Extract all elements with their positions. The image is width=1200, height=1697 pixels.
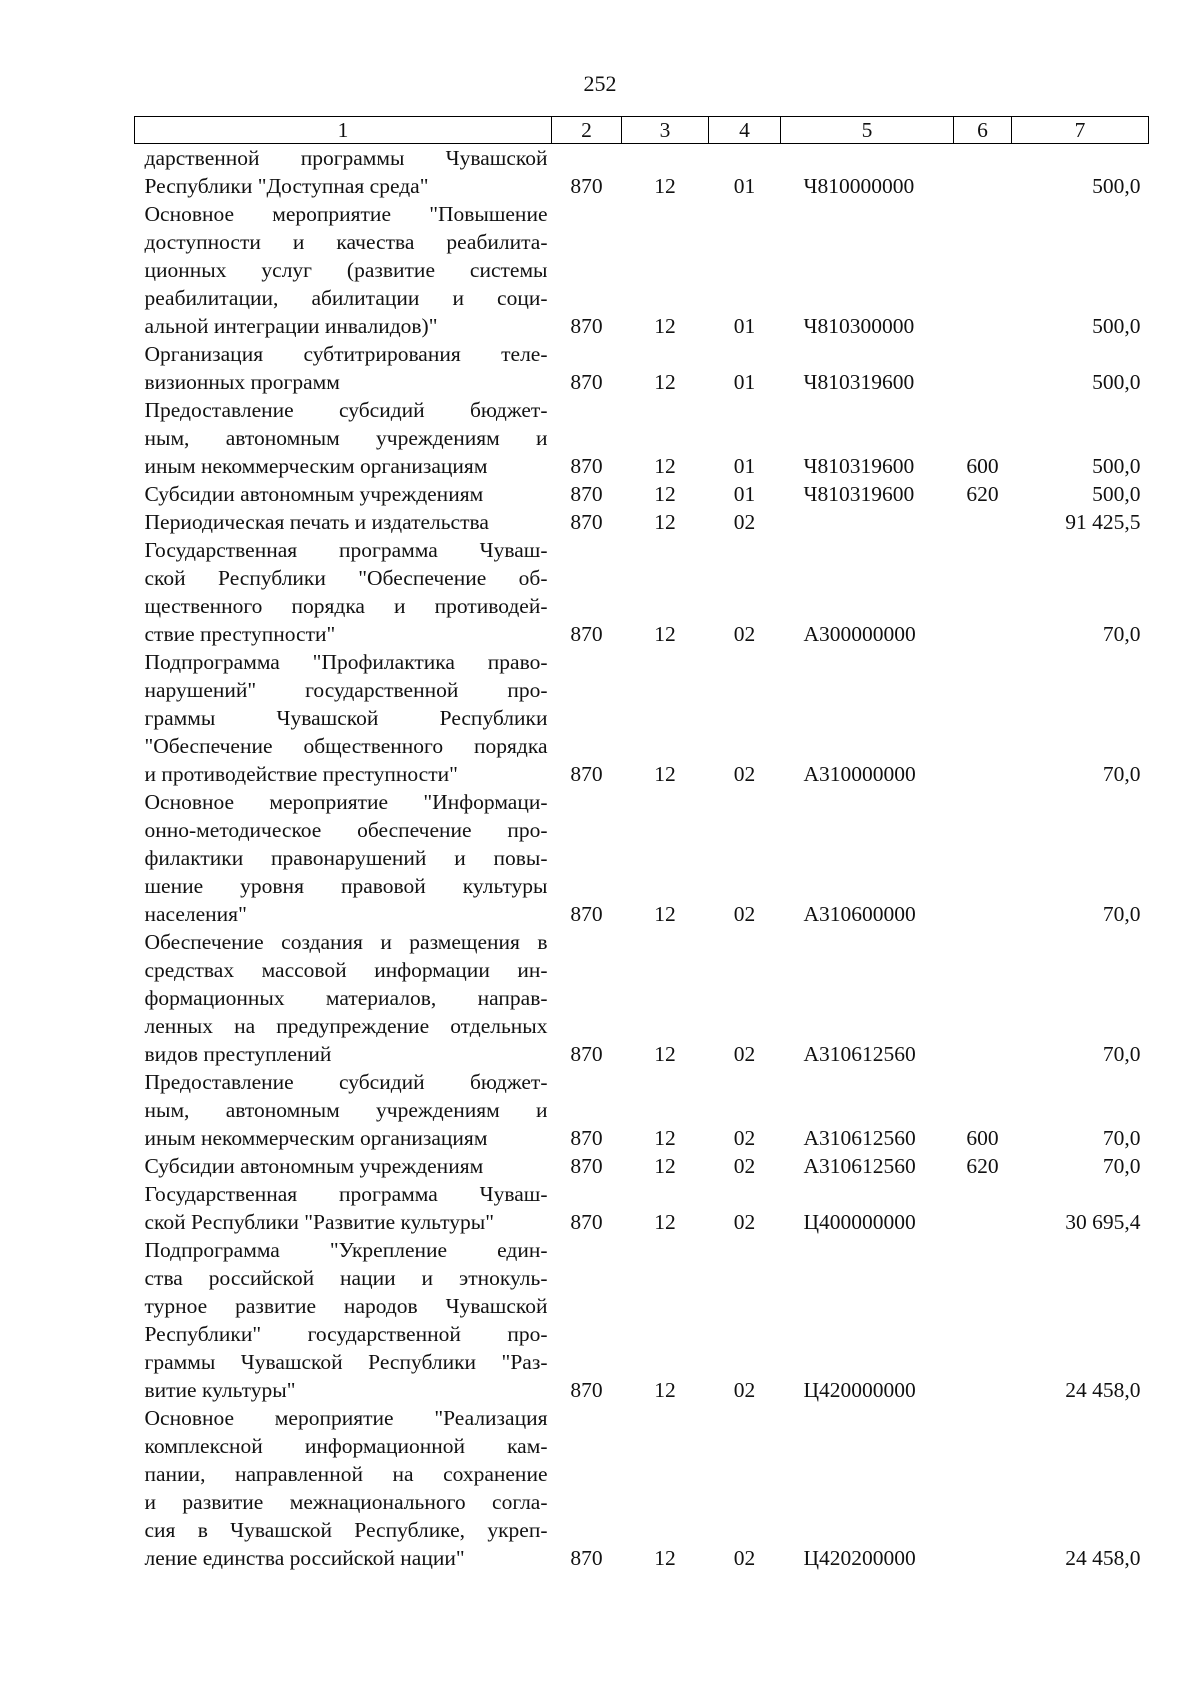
row-name-line: нарушений" государственной про- bbox=[144, 678, 548, 702]
row-name bbox=[135, 536, 552, 648]
ministry-code: 870 bbox=[570, 314, 603, 338]
target-article-code: А310612560 bbox=[803, 1042, 916, 1066]
row-name-line: граммы Чувашской Республики bbox=[144, 706, 548, 730]
row-name-line: видов преступлений bbox=[144, 1042, 332, 1066]
row-name bbox=[135, 200, 552, 340]
expense-type-code bbox=[954, 536, 1012, 648]
subsection-code: 02 bbox=[733, 902, 756, 926]
ministry-code: 870 bbox=[570, 1042, 603, 1066]
row-name-line: Основное мероприятие "Реализация bbox=[144, 1406, 548, 1430]
amount: 70,0 bbox=[1102, 622, 1141, 646]
row-name-line: онно-методическое обеспечение про- bbox=[144, 818, 548, 842]
column-header-3: 3 bbox=[622, 117, 709, 144]
row-name-line: дарственной программы Чувашской bbox=[144, 146, 548, 170]
row-name-line: ционных услуг (развитие системы bbox=[144, 258, 548, 282]
target-article-code: А310000000 bbox=[803, 762, 916, 786]
row-name-line: ным, автономным учреждениям и bbox=[144, 1098, 548, 1122]
column-header-2: 2 bbox=[552, 117, 622, 144]
row-name-line: комплексной информационной кам- bbox=[144, 1434, 548, 1458]
subsection-code: 01 bbox=[733, 314, 756, 338]
table-row bbox=[135, 480, 1149, 508]
subsection-code: 02 bbox=[733, 1210, 756, 1234]
amount: 500,0 bbox=[1092, 482, 1141, 506]
row-name bbox=[135, 1404, 552, 1572]
expense-type-code bbox=[954, 508, 1012, 536]
amount: 500,0 bbox=[1092, 174, 1141, 198]
expense-type-code: 600 bbox=[966, 454, 999, 478]
amount: 70,0 bbox=[1102, 902, 1141, 926]
table-row bbox=[135, 200, 1149, 340]
row-name-line: граммы Чувашской Республики "Раз- bbox=[144, 1350, 548, 1374]
row-name-line: ской Республики "Развитие культуры" bbox=[144, 1210, 495, 1234]
expense-type-code bbox=[954, 928, 1012, 1068]
amount: 500,0 bbox=[1092, 314, 1141, 338]
section-code: 12 bbox=[654, 1154, 676, 1178]
row-name-line: ление единства российской нации" bbox=[144, 1546, 465, 1570]
ministry-code: 870 bbox=[570, 510, 603, 534]
subsection-code: 02 bbox=[733, 622, 756, 646]
row-name-line: пании, направленной на сохранение bbox=[144, 1462, 548, 1486]
target-article-code: Ч810300000 bbox=[803, 314, 915, 338]
subsection-code: 01 bbox=[733, 174, 756, 198]
section-code: 12 bbox=[654, 622, 676, 646]
row-name-line: Субсидии автономным учреждениям bbox=[144, 1154, 484, 1178]
amount: 70,0 bbox=[1102, 1154, 1141, 1178]
row-name-line: Республики" государственной про- bbox=[144, 1322, 548, 1346]
row-name-line: и противодействие преступности" bbox=[144, 762, 458, 786]
expense-type-code bbox=[954, 1236, 1012, 1404]
expense-type-code bbox=[954, 340, 1012, 396]
row-name-line: Основное мероприятие "Информаци- bbox=[144, 790, 548, 814]
table-row bbox=[135, 508, 1149, 536]
table-row bbox=[135, 1068, 1149, 1152]
amount: 24 458,0 bbox=[1065, 1378, 1141, 1402]
page-number: 252 bbox=[583, 71, 617, 96]
table-header bbox=[135, 117, 1149, 144]
target-article-code bbox=[781, 508, 954, 536]
row-name-line: Предоставление субсидий бюджет- bbox=[144, 1070, 548, 1094]
row-name-line: и развитие межнационального согла- bbox=[144, 1490, 548, 1514]
expense-type-code: 620 bbox=[966, 1154, 999, 1178]
column-header-7: 7 bbox=[1012, 117, 1149, 144]
column-header-1: 1 bbox=[135, 117, 552, 144]
row-name-line: Организация субтитрирования теле- bbox=[144, 342, 548, 366]
subsection-code: 01 bbox=[733, 454, 756, 478]
ministry-code: 870 bbox=[570, 902, 603, 926]
expense-type-code: 600 bbox=[966, 1126, 999, 1150]
section-code: 12 bbox=[654, 482, 676, 506]
section-code: 12 bbox=[654, 1546, 676, 1570]
section-code: 12 bbox=[654, 1126, 676, 1150]
subsection-code: 02 bbox=[733, 1042, 756, 1066]
amount: 24 458,0 bbox=[1065, 1546, 1141, 1570]
row-name-line: Подпрограмма "Профилактика право- bbox=[144, 650, 548, 674]
row-name-line: формационных материалов, направ- bbox=[144, 986, 548, 1010]
section-code: 12 bbox=[654, 1042, 676, 1066]
row-name-line: сия в Чувашской Республике, укреп- bbox=[144, 1518, 548, 1542]
subsection-code: 02 bbox=[733, 762, 756, 786]
row-name bbox=[135, 648, 552, 788]
row-name bbox=[135, 1068, 552, 1152]
target-article-code: Ц420000000 bbox=[803, 1378, 916, 1402]
row-name bbox=[135, 340, 552, 396]
amount: 500,0 bbox=[1092, 370, 1141, 394]
row-name-line: филактики правонарушений и повы- bbox=[144, 846, 548, 870]
row-name-line: Подпрограмма "Укрепление един- bbox=[144, 1238, 548, 1262]
row-name-line: "Обеспечение общественного порядка bbox=[144, 734, 548, 758]
amount: 70,0 bbox=[1102, 1042, 1141, 1066]
amount: 70,0 bbox=[1102, 762, 1141, 786]
target-article-code: Ц420200000 bbox=[803, 1546, 916, 1570]
row-name-line: реабилитации, абилитации и соци- bbox=[144, 286, 548, 310]
table-row bbox=[135, 788, 1149, 928]
amount: 70,0 bbox=[1102, 1126, 1141, 1150]
row-name-line: населения" bbox=[144, 902, 247, 926]
ministry-code: 870 bbox=[570, 762, 603, 786]
expense-type-code bbox=[954, 200, 1012, 340]
row-name-line: Субсидии автономным учреждениям bbox=[144, 482, 484, 506]
row-name-line: Государственная программа Чуваш- bbox=[144, 1182, 548, 1206]
expense-type-code: 620 bbox=[966, 482, 999, 506]
budget-table bbox=[134, 116, 1149, 1572]
table-row bbox=[135, 1404, 1149, 1572]
target-article-code: А310600000 bbox=[803, 902, 916, 926]
table-row bbox=[135, 1180, 1149, 1236]
row-name-line: шение уровня правовой культуры bbox=[144, 874, 548, 898]
amount: 30 695,4 bbox=[1065, 1210, 1141, 1234]
row-name-line: щественного порядка и противодей- bbox=[144, 594, 548, 618]
row-name-line: Предоставление субсидий бюджет- bbox=[144, 398, 548, 422]
row-name-line: Обеспечение создания и размещения в bbox=[144, 930, 548, 954]
row-name bbox=[135, 788, 552, 928]
row-name bbox=[135, 1180, 552, 1236]
subsection-code: 02 bbox=[733, 1126, 756, 1150]
ministry-code: 870 bbox=[570, 622, 603, 646]
row-name-line: Основное мероприятие "Повышение bbox=[144, 202, 548, 226]
table-row bbox=[135, 928, 1149, 1068]
ministry-code: 870 bbox=[570, 370, 603, 394]
target-article-code: А310612560 bbox=[803, 1126, 916, 1150]
target-article-code: Ч810319600 bbox=[803, 482, 915, 506]
table-row bbox=[135, 340, 1149, 396]
ministry-code: 870 bbox=[570, 174, 603, 198]
table-row bbox=[135, 1152, 1149, 1180]
subsection-code: 02 bbox=[733, 1546, 756, 1570]
row-name-line: турное развитие народов Чувашской bbox=[144, 1294, 548, 1318]
subsection-code: 02 bbox=[733, 510, 756, 534]
target-article-code: Ч810319600 bbox=[803, 454, 915, 478]
row-name bbox=[135, 928, 552, 1068]
target-article-code: А310612560 bbox=[803, 1154, 916, 1178]
ministry-code: 870 bbox=[570, 454, 603, 478]
subsection-code: 02 bbox=[733, 1154, 756, 1178]
subsection-code: 01 bbox=[733, 482, 756, 506]
row-name-line: Государственная программа Чуваш- bbox=[144, 538, 548, 562]
row-name-line: Периодическая печать и издательства bbox=[144, 510, 489, 534]
ministry-code: 870 bbox=[570, 1154, 603, 1178]
column-header-4: 4 bbox=[709, 117, 781, 144]
row-name bbox=[135, 508, 552, 536]
row-name-line: ным, автономным учреждениям и bbox=[144, 426, 548, 450]
ministry-code: 870 bbox=[570, 1378, 603, 1402]
table-row bbox=[135, 648, 1149, 788]
row-name-line: иным некоммерческим организациям bbox=[144, 1126, 488, 1150]
amount: 91 425,5 bbox=[1065, 510, 1141, 534]
expense-type-code bbox=[954, 788, 1012, 928]
table-row bbox=[135, 396, 1149, 480]
expense-type-code bbox=[954, 1404, 1012, 1572]
row-name-line: средствах массовой информации ин- bbox=[144, 958, 548, 982]
row-name-line: ленных на предупреждение отдельных bbox=[144, 1014, 548, 1038]
expense-type-code bbox=[954, 1180, 1012, 1236]
target-article-code: Ч810319600 bbox=[803, 370, 915, 394]
section-code: 12 bbox=[654, 370, 676, 394]
row-name-line: визионных программ bbox=[144, 370, 340, 394]
row-name bbox=[135, 1152, 552, 1180]
ministry-code: 870 bbox=[570, 1210, 603, 1234]
row-name bbox=[135, 396, 552, 480]
section-code: 12 bbox=[654, 314, 676, 338]
expense-type-code bbox=[954, 144, 1012, 201]
row-name-line: альной интеграции инвалидов)" bbox=[144, 314, 438, 338]
ministry-code: 870 bbox=[570, 1126, 603, 1150]
row-name bbox=[135, 144, 552, 201]
row-name bbox=[135, 480, 552, 508]
row-name-line: витие культуры" bbox=[144, 1378, 296, 1402]
header-row bbox=[135, 117, 1149, 144]
ministry-code: 870 bbox=[570, 482, 603, 506]
column-header-6: 6 bbox=[954, 117, 1012, 144]
ministry-code: 870 bbox=[570, 1546, 603, 1570]
section-code: 12 bbox=[654, 762, 676, 786]
section-code: 12 bbox=[654, 510, 676, 534]
table-body bbox=[135, 144, 1149, 1573]
target-article-code: Ч810000000 bbox=[803, 174, 915, 198]
table-row bbox=[135, 536, 1149, 648]
row-name-line: ства российской нации и этнокуль- bbox=[144, 1266, 548, 1290]
column-header-5: 5 bbox=[781, 117, 954, 144]
row-name-line: иным некоммерческим организациям bbox=[144, 454, 488, 478]
row-name-line: доступности и качества реабилита- bbox=[144, 230, 548, 254]
subsection-code: 02 bbox=[733, 1378, 756, 1402]
expense-type-code bbox=[954, 648, 1012, 788]
section-code: 12 bbox=[654, 1378, 676, 1402]
amount: 500,0 bbox=[1092, 454, 1141, 478]
target-article-code: А300000000 bbox=[803, 622, 916, 646]
row-name-line: ской Республики "Обеспечение об- bbox=[144, 566, 548, 590]
subsection-code: 01 bbox=[733, 370, 756, 394]
section-code: 12 bbox=[654, 454, 676, 478]
row-name-line: Республики "Доступная среда" bbox=[144, 174, 429, 198]
table-row bbox=[135, 144, 1149, 201]
section-code: 12 bbox=[654, 902, 676, 926]
row-name-line: ствие преступности" bbox=[144, 622, 336, 646]
target-article-code: Ц400000000 bbox=[803, 1210, 916, 1234]
section-code: 12 bbox=[654, 1210, 676, 1234]
table-row bbox=[135, 1236, 1149, 1404]
section-code: 12 bbox=[654, 174, 676, 198]
row-name bbox=[135, 1236, 552, 1404]
